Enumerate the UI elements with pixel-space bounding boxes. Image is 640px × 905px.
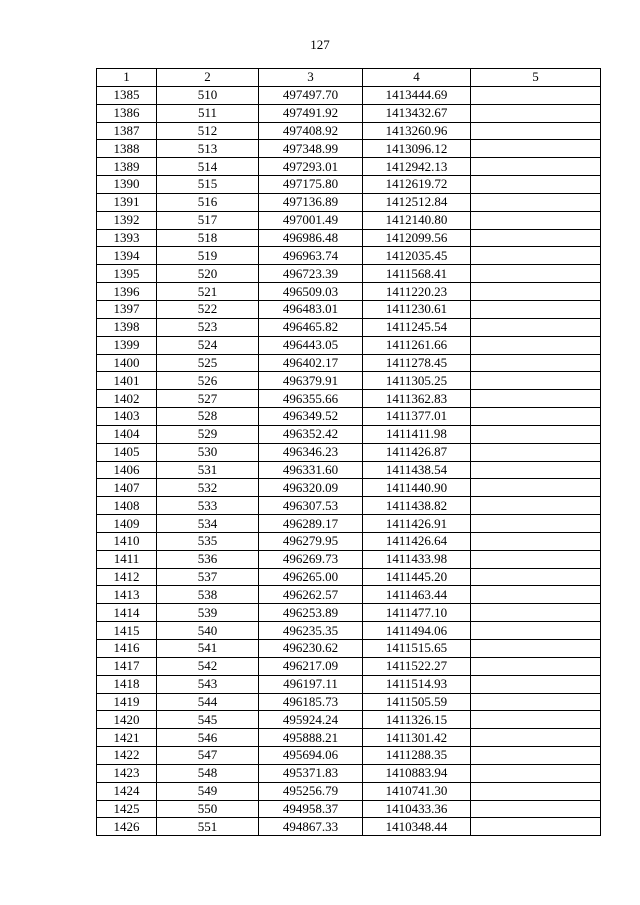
- table-cell: [471, 532, 601, 550]
- table-row: [97, 140, 601, 158]
- table-row: [97, 300, 601, 318]
- table-row: [97, 479, 601, 497]
- table-cell: 1409: [97, 515, 157, 533]
- table-cell: 522: [157, 300, 259, 318]
- table-cell: 1416: [97, 640, 157, 658]
- table-cell: 525: [157, 354, 259, 372]
- table-cell: 1397: [97, 300, 157, 318]
- table-cell: 494958.37: [259, 800, 363, 818]
- table-cell: 1411278.45: [363, 354, 471, 372]
- table-cell: [471, 515, 601, 533]
- table-cell: 536: [157, 550, 259, 568]
- table-row: [97, 497, 601, 515]
- table-cell: 547: [157, 747, 259, 765]
- table-cell: 527: [157, 390, 259, 408]
- table-cell: 497497.70: [259, 86, 363, 104]
- table-row: [97, 693, 601, 711]
- table-cell: 1420: [97, 711, 157, 729]
- table-cell: 516: [157, 193, 259, 211]
- table-cell: 523: [157, 318, 259, 336]
- table-cell: 1411288.35: [363, 747, 471, 765]
- table-row: [97, 158, 601, 176]
- table-cell: 543: [157, 675, 259, 693]
- table-cell: 495371.83: [259, 764, 363, 782]
- table-cell: 496265.00: [259, 568, 363, 586]
- table-cell: 496465.82: [259, 318, 363, 336]
- table-cell: [471, 140, 601, 158]
- table-cell: 496346.23: [259, 443, 363, 461]
- table-cell: 496723.39: [259, 265, 363, 283]
- table-row: [97, 532, 601, 550]
- table-cell: [471, 711, 601, 729]
- table-cell: 1411477.10: [363, 604, 471, 622]
- table-cell: [471, 283, 601, 301]
- table-cell: [471, 158, 601, 176]
- table-cell: [471, 550, 601, 568]
- table-row: [97, 747, 601, 765]
- table-cell: 513: [157, 140, 259, 158]
- table-cell: 1426: [97, 818, 157, 836]
- table-cell: 1410741.30: [363, 782, 471, 800]
- table-cell: [471, 318, 601, 336]
- table-cell: 541: [157, 640, 259, 658]
- column-header: 2: [157, 69, 259, 87]
- table-cell: 1411426.87: [363, 443, 471, 461]
- table-row: [97, 550, 601, 568]
- table-cell: 1414: [97, 604, 157, 622]
- table-cell: 1407: [97, 479, 157, 497]
- table-cell: 1399: [97, 336, 157, 354]
- table-cell: 1404: [97, 425, 157, 443]
- table-cell: 494867.33: [259, 818, 363, 836]
- table-cell: 1411568.41: [363, 265, 471, 283]
- table-cell: 497136.89: [259, 193, 363, 211]
- table-cell: 1411326.15: [363, 711, 471, 729]
- table-cell: [471, 443, 601, 461]
- column-header: 4: [363, 69, 471, 87]
- table-cell: 529: [157, 425, 259, 443]
- table-cell: 510: [157, 86, 259, 104]
- coordinates-table: [96, 68, 601, 836]
- table-row: [97, 461, 601, 479]
- table-cell: 1411463.44: [363, 586, 471, 604]
- table-cell: 1412619.72: [363, 176, 471, 194]
- table-cell: 497175.80: [259, 176, 363, 194]
- table-cell: 1411220.23: [363, 283, 471, 301]
- table-cell: 1413432.67: [363, 104, 471, 122]
- table-cell: 1415: [97, 622, 157, 640]
- table-cell: 497293.01: [259, 158, 363, 176]
- table-cell: 496253.89: [259, 604, 363, 622]
- table-cell: 1417: [97, 657, 157, 675]
- table-cell: 1411301.42: [363, 729, 471, 747]
- table-row: [97, 408, 601, 426]
- table-cell: 519: [157, 247, 259, 265]
- table-cell: 1400: [97, 354, 157, 372]
- table-cell: 497001.49: [259, 211, 363, 229]
- table-cell: 530: [157, 443, 259, 461]
- table-cell: [471, 390, 601, 408]
- table-cell: 1424: [97, 782, 157, 800]
- table-row: [97, 568, 601, 586]
- table-cell: 1412035.45: [363, 247, 471, 265]
- table-row: [97, 622, 601, 640]
- table-row: [97, 586, 601, 604]
- table-cell: [471, 300, 601, 318]
- table-cell: 1413444.69: [363, 86, 471, 104]
- table-cell: [471, 800, 601, 818]
- column-header: 5: [471, 69, 601, 87]
- table-row: [97, 229, 601, 247]
- table-row: [97, 318, 601, 336]
- table-header-row: [97, 69, 601, 87]
- table-cell: 1389: [97, 158, 157, 176]
- table-cell: 1411245.54: [363, 318, 471, 336]
- table-cell: 551: [157, 818, 259, 836]
- table-cell: 497491.92: [259, 104, 363, 122]
- table-cell: [471, 729, 601, 747]
- table-cell: 518: [157, 229, 259, 247]
- table-row: [97, 390, 601, 408]
- table-cell: 1411: [97, 550, 157, 568]
- table-cell: [471, 336, 601, 354]
- table-cell: [471, 693, 601, 711]
- page-number: 127: [310, 37, 330, 52]
- table-cell: 1410: [97, 532, 157, 550]
- table-cell: 496483.01: [259, 300, 363, 318]
- table-cell: 531: [157, 461, 259, 479]
- table-cell: [471, 818, 601, 836]
- table-cell: 1413096.12: [363, 140, 471, 158]
- table-cell: [471, 604, 601, 622]
- table-cell: 1413260.96: [363, 122, 471, 140]
- table-cell: 1412140.80: [363, 211, 471, 229]
- table-cell: 496279.95: [259, 532, 363, 550]
- table-row: [97, 515, 601, 533]
- table-cell: 1411440.90: [363, 479, 471, 497]
- table-cell: 496262.57: [259, 586, 363, 604]
- table-cell: 496307.53: [259, 497, 363, 515]
- table-cell: 1411261.66: [363, 336, 471, 354]
- table-row: [97, 675, 601, 693]
- table-cell: 537: [157, 568, 259, 586]
- table-cell: 512: [157, 122, 259, 140]
- table-cell: 1401: [97, 372, 157, 390]
- column-header: 1: [97, 69, 157, 87]
- table-cell: 1411445.20: [363, 568, 471, 586]
- table-cell: 1411362.83: [363, 390, 471, 408]
- table-cell: [471, 425, 601, 443]
- table-cell: 1386: [97, 104, 157, 122]
- table-cell: 1388: [97, 140, 157, 158]
- table-cell: 1410348.44: [363, 818, 471, 836]
- table-cell: 535: [157, 532, 259, 550]
- table-row: [97, 354, 601, 372]
- table-cell: 521: [157, 283, 259, 301]
- table-cell: 515: [157, 176, 259, 194]
- table-cell: [471, 265, 601, 283]
- table-row: [97, 265, 601, 283]
- table-cell: 496963.74: [259, 247, 363, 265]
- table-cell: 538: [157, 586, 259, 604]
- table-cell: 517: [157, 211, 259, 229]
- table-cell: 1411438.82: [363, 497, 471, 515]
- table-cell: 540: [157, 622, 259, 640]
- table-cell: 1411438.54: [363, 461, 471, 479]
- table-cell: 533: [157, 497, 259, 515]
- table-cell: 1398: [97, 318, 157, 336]
- table-cell: 495256.79: [259, 782, 363, 800]
- table-cell: 496217.09: [259, 657, 363, 675]
- table-cell: 1412099.56: [363, 229, 471, 247]
- table-cell: 526: [157, 372, 259, 390]
- table-cell: 524: [157, 336, 259, 354]
- table-cell: [471, 782, 601, 800]
- table-cell: 1418: [97, 675, 157, 693]
- table-cell: 1411426.64: [363, 532, 471, 550]
- table-cell: [471, 176, 601, 194]
- table-cell: 496509.03: [259, 283, 363, 301]
- table-row: [97, 640, 601, 658]
- table-cell: [471, 122, 601, 140]
- table-cell: 1411515.65: [363, 640, 471, 658]
- table-row: [97, 818, 601, 836]
- table-cell: 495694.06: [259, 747, 363, 765]
- table-cell: 1408: [97, 497, 157, 515]
- table-cell: 1413: [97, 586, 157, 604]
- table-cell: 496185.73: [259, 693, 363, 711]
- table-cell: [471, 764, 601, 782]
- table-row: [97, 711, 601, 729]
- table-row: [97, 800, 601, 818]
- table-cell: 528: [157, 408, 259, 426]
- table-row: [97, 247, 601, 265]
- table-cell: 1423: [97, 764, 157, 782]
- table-cell: 496331.60: [259, 461, 363, 479]
- table-cell: 1412: [97, 568, 157, 586]
- table-cell: 1402: [97, 390, 157, 408]
- table-cell: [471, 104, 601, 122]
- table-row: [97, 283, 601, 301]
- table-row: [97, 336, 601, 354]
- table-cell: 532: [157, 479, 259, 497]
- table-cell: 1411377.01: [363, 408, 471, 426]
- table-cell: 1403: [97, 408, 157, 426]
- table-cell: 549: [157, 782, 259, 800]
- table-cell: 495924.24: [259, 711, 363, 729]
- table-cell: 1393: [97, 229, 157, 247]
- table-cell: 520: [157, 265, 259, 283]
- table-cell: 545: [157, 711, 259, 729]
- table-cell: [471, 622, 601, 640]
- table-cell: [471, 372, 601, 390]
- table-cell: 1411522.27: [363, 657, 471, 675]
- table-row: [97, 782, 601, 800]
- table-cell: 1422: [97, 747, 157, 765]
- table-cell: [471, 657, 601, 675]
- table-cell: [471, 568, 601, 586]
- table-cell: [471, 640, 601, 658]
- table-cell: 548: [157, 764, 259, 782]
- table-cell: 496320.09: [259, 479, 363, 497]
- table-cell: [471, 211, 601, 229]
- table-cell: 1395: [97, 265, 157, 283]
- table-cell: 1406: [97, 461, 157, 479]
- table-cell: [471, 586, 601, 604]
- table-row: [97, 604, 601, 622]
- table-row: [97, 443, 601, 461]
- table-row: [97, 211, 601, 229]
- table-cell: [471, 193, 601, 211]
- table-cell: 1411230.61: [363, 300, 471, 318]
- table-cell: 1411505.59: [363, 693, 471, 711]
- table-row: [97, 104, 601, 122]
- table-cell: 1425: [97, 800, 157, 818]
- column-header: 3: [259, 69, 363, 87]
- table-cell: 496235.35: [259, 622, 363, 640]
- table-cell: [471, 247, 601, 265]
- table-cell: 496197.11: [259, 675, 363, 693]
- table-cell: 539: [157, 604, 259, 622]
- table-row: [97, 86, 601, 104]
- table-cell: 1421: [97, 729, 157, 747]
- table-cell: 1391: [97, 193, 157, 211]
- table-cell: 496230.62: [259, 640, 363, 658]
- table-row: [97, 729, 601, 747]
- table-cell: 542: [157, 657, 259, 675]
- table-cell: 1411411.98: [363, 425, 471, 443]
- table-cell: 511: [157, 104, 259, 122]
- table-cell: 546: [157, 729, 259, 747]
- table-row: [97, 193, 601, 211]
- table-cell: [471, 354, 601, 372]
- table-cell: 1410433.36: [363, 800, 471, 818]
- table-cell: 496402.17: [259, 354, 363, 372]
- table-cell: 1390: [97, 176, 157, 194]
- table-body: [97, 86, 601, 835]
- table-cell: 497408.92: [259, 122, 363, 140]
- table-cell: 496986.48: [259, 229, 363, 247]
- table-row: [97, 425, 601, 443]
- table-cell: 496352.42: [259, 425, 363, 443]
- table-cell: 496379.91: [259, 372, 363, 390]
- table-cell: 1411305.25: [363, 372, 471, 390]
- table-cell: [471, 86, 601, 104]
- table-cell: 495888.21: [259, 729, 363, 747]
- table-cell: 1392: [97, 211, 157, 229]
- table-cell: 514: [157, 158, 259, 176]
- table-cell: 1387: [97, 122, 157, 140]
- table-row: [97, 176, 601, 194]
- table-cell: 496443.05: [259, 336, 363, 354]
- table-cell: 534: [157, 515, 259, 533]
- table-cell: [471, 675, 601, 693]
- table-cell: 496269.73: [259, 550, 363, 568]
- table-cell: 1411494.06: [363, 622, 471, 640]
- table-cell: 1411426.91: [363, 515, 471, 533]
- table-cell: [471, 497, 601, 515]
- table-cell: 1410883.94: [363, 764, 471, 782]
- table-cell: 1385: [97, 86, 157, 104]
- table-cell: 497348.99: [259, 140, 363, 158]
- table-cell: [471, 479, 601, 497]
- table-cell: 496289.17: [259, 515, 363, 533]
- table-cell: 1411433.98: [363, 550, 471, 568]
- table-cell: 1419: [97, 693, 157, 711]
- table-cell: 1394: [97, 247, 157, 265]
- table-cell: 550: [157, 800, 259, 818]
- table-cell: [471, 229, 601, 247]
- table-cell: 496349.52: [259, 408, 363, 426]
- table-row: [97, 122, 601, 140]
- table-cell: [471, 461, 601, 479]
- table-cell: 1396: [97, 283, 157, 301]
- table-row: [97, 764, 601, 782]
- table-cell: [471, 408, 601, 426]
- table-cell: 1412942.13: [363, 158, 471, 176]
- table-cell: 1411514.93: [363, 675, 471, 693]
- table-cell: 544: [157, 693, 259, 711]
- table-cell: 1412512.84: [363, 193, 471, 211]
- table-cell: [471, 747, 601, 765]
- table-row: [97, 657, 601, 675]
- table-row: [97, 372, 601, 390]
- table-cell: 496355.66: [259, 390, 363, 408]
- table-cell: 1405: [97, 443, 157, 461]
